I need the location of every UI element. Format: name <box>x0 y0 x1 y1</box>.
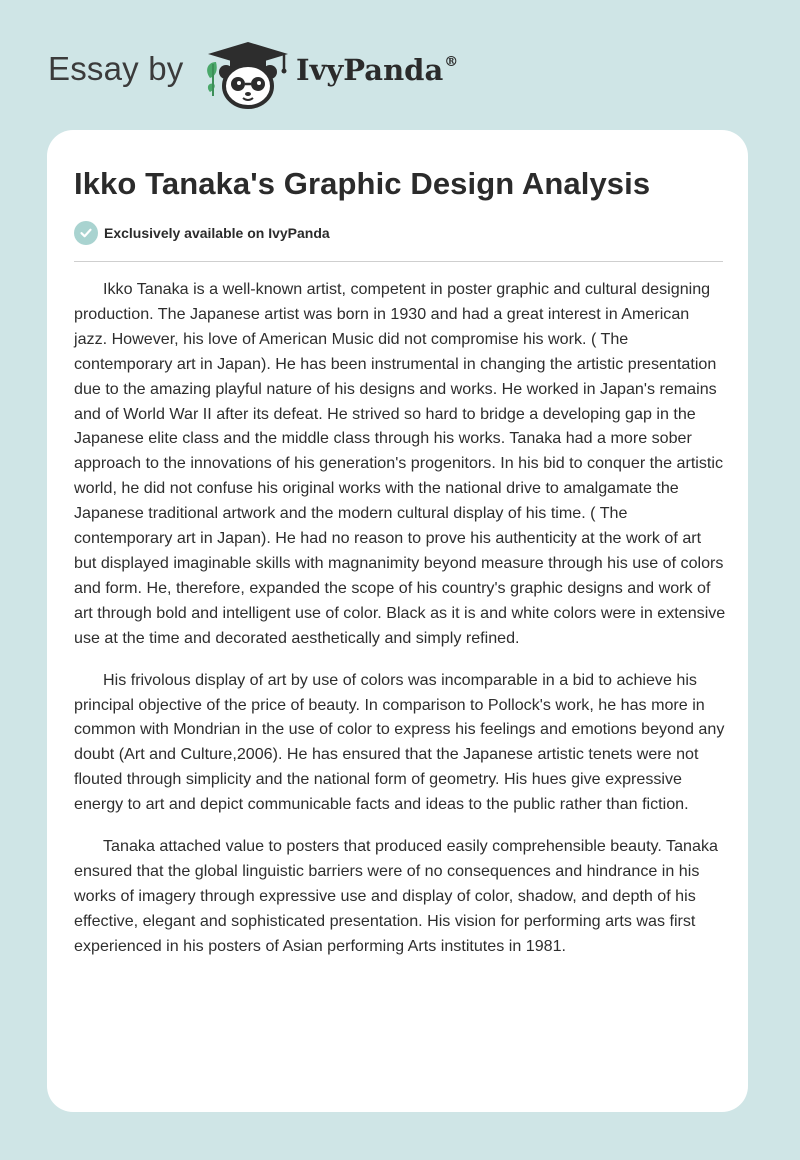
exclusive-label: Exclusively available on IvyPanda <box>104 225 330 241</box>
page-title: Ikko Tanaka's Graphic Design Analysis <box>74 166 651 201</box>
essay-paragraph: His frivolous display of art by use of colors was incomparable in a bid to achieve his principal objective of the price of beauty. In comparison to Pollock's work, he has more in common with Mondrian in the use of color to express his feelings and emotions beyond any doubt (Art and Culture,2006). He has ensured that the Japanese artistic tenets were not flouted through simplicity and the national form of geometry. His hues give expressive energy to art and depict communicable facts and ideas to the public rather than fiction. <box>74 670 725 814</box>
essay-body <box>74 277 726 976</box>
check-circle-icon <box>74 221 98 245</box>
brand-name: IvyPanda <box>296 53 444 87</box>
essay-by-label: Essay by <box>48 50 184 87</box>
title-divider <box>74 261 723 262</box>
essay-paragraph: Ikko Tanaka is a well-known artist, competent in poster graphic and cultural designing production. The Japanese artist was born in 1930 and had a great interest in American jazz. However, his love of American Music did not compromise his work. ( The contemporary art in Japan). He has been instrumental in changing the artistic presentation due to the amazing playful nature of his designs and works. He worked in Japan's remains and of World War II after its defeat. He strived so hard to bridge a developing gap in the Japanese elite class and the middle class through his works. Tanaka had a more sober approach to the innovations of his generation's progenitors. In his bid to conquer the artistic world, he did not confuse his original works with the national drive to amalgamate the Japanese traditional artwork and the modern cultural display of his time. ( The contemporary art in Japan). He had no reason to prove his authenticity at the work of art but displayed imaginable skills with magnanimity beyond measure through his use of colors and form. He, therefore, expanded the scope of his country's graphic designs and work of art through bold and intelligent use of color. Black as it is and white colors were in extensive use at the time and decorated aesthetically and simply refined. <box>74 280 726 647</box>
registered-mark: ® <box>444 54 459 70</box>
panda-graduate-icon[interactable] <box>200 36 296 110</box>
exclusive-badge <box>74 221 330 245</box>
brand-logo-text[interactable] <box>296 53 458 87</box>
essay-card <box>47 130 748 1112</box>
site-header <box>0 0 800 130</box>
essay-paragraph: Tanaka attached value to posters that produced easily comprehensible beauty. Tanaka ensured that the global linguistic barriers were of no consequences and hindrance in his works of imagery through expressive use and display of color, shadow, and depth of his effective, elegant and sophisticated presentation. His vision for performing arts was first experienced in his posters of Asian performing Arts institutes in 1981. <box>74 837 718 955</box>
